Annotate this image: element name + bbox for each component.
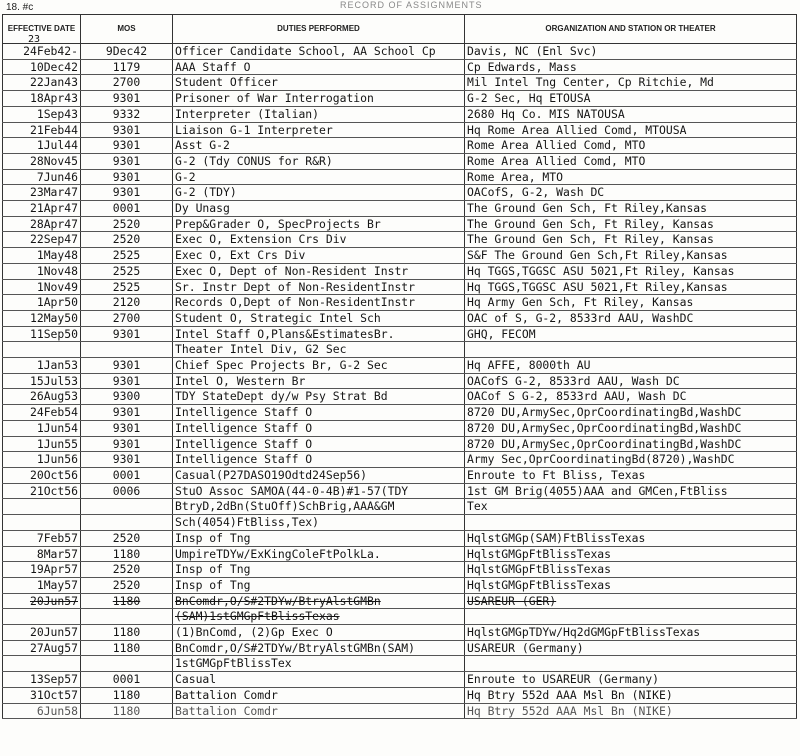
cell-effective-date: 15Jul53 [3, 373, 81, 389]
table-row [3, 248, 797, 264]
cell-duties: Insp of Tng [173, 577, 465, 593]
cell-organization: The Ground Gen Sch, Ft Riley, Kansas [465, 216, 797, 232]
cell-duties: Insp of Tng [173, 562, 465, 578]
cell-effective-date: 22Jan43 [3, 75, 81, 91]
header-organization: ORGANIZATION AND STATION OR THEATER [465, 15, 797, 44]
cell-duties: Intelligence Staff O [173, 405, 465, 421]
cell-effective-date: 31Oct57 [3, 687, 81, 703]
cell-organization: Rome Area Allied Comd, MTO [465, 138, 797, 154]
cell-mos: 9301 [81, 326, 173, 342]
cell-duties: Records O,Dept of Non-ResidentInstr [173, 295, 465, 311]
cell-mos: 9300 [81, 389, 173, 405]
cell-effective-date: 1Jan53 [3, 358, 81, 374]
cell-duties: G-2 (TDY) [173, 185, 465, 201]
table-row [3, 169, 797, 185]
table-row [3, 263, 797, 279]
table-row [3, 373, 797, 389]
cell-organization: 1st GM Brig(4055)AAA and GMCen,FtBliss [465, 483, 797, 499]
table-row [3, 499, 797, 515]
table-row [3, 138, 797, 154]
cell-duties: 1stGMGpFtBlissTex [173, 656, 465, 672]
table-row [3, 593, 797, 609]
cell-effective-date: 28Apr47 [3, 216, 81, 232]
table-row [3, 467, 797, 483]
cell-duties: Casual [173, 672, 465, 688]
cell-mos: 9301 [81, 91, 173, 107]
table-row [3, 656, 797, 672]
cell-mos [81, 656, 173, 672]
cell-mos: 9301 [81, 122, 173, 138]
cell-effective-date: 1Nov48 [3, 263, 81, 279]
cell-duties: Intel Staff O,Plans&EstimatesBr. [173, 326, 465, 342]
cell-duties: Prisoner of War Interrogation [173, 91, 465, 107]
cell-mos: 1179 [81, 59, 173, 75]
table-row [3, 185, 797, 201]
cell-organization: Mil Intel Tng Center, Cp Ritchie, Md [465, 75, 797, 91]
cell-mos: 1180 [81, 640, 173, 656]
cell-effective-date: 23Mar47 [3, 185, 81, 201]
cell-effective-date [3, 609, 81, 625]
assignment-record-table [2, 14, 797, 719]
cell-duties: Battalion Comdr [173, 703, 465, 719]
cell-organization: Hq Btry 552d AAA Msl Bn (NIKE) [465, 687, 797, 703]
cell-mos: 9301 [81, 452, 173, 468]
cell-duties: Battalion Comdr [173, 687, 465, 703]
table-row [3, 153, 797, 169]
table-body [3, 44, 797, 719]
cell-effective-date: 6Jun58 [3, 703, 81, 719]
cell-mos: 1180 [81, 593, 173, 609]
table-row [3, 279, 797, 295]
cell-organization: HqlstGMGp(SAM)FtBlissTexas [465, 530, 797, 546]
cell-effective-date: 26Aug53 [3, 389, 81, 405]
table-row [3, 326, 797, 342]
cell-organization: Army Sec,OprCoordinatingBd(8720),WashDC [465, 452, 797, 468]
table-row [3, 106, 797, 122]
cell-duties: Casual(P27DASO19Odtd24Sep56) [173, 467, 465, 483]
cell-effective-date: 1May57 [3, 577, 81, 593]
table-row [3, 342, 797, 358]
cell-duties: BnComdr,O/S#2TDYw/BtryAlstGMBn [173, 593, 465, 609]
cell-organization: Hq AFFE, 8000th AU [465, 358, 797, 374]
cell-duties: Interpreter (Italian) [173, 106, 465, 122]
cell-duties: UmpireTDYw/ExKingColeFtPolkLa. [173, 546, 465, 562]
cell-organization: OACofS G-2, 8533rd AAU, Wash DC [465, 373, 797, 389]
cell-organization: Rome Area, MTO [465, 169, 797, 185]
cell-duties: (1)BnComd, (2)Gp Exec O [173, 625, 465, 641]
cell-duties: Dy Unasg [173, 201, 465, 217]
cell-duties: Sr. Instr Dept of Non-ResidentInstr [173, 279, 465, 295]
cell-organization: Enroute to USAREUR (Germany) [465, 672, 797, 688]
cell-effective-date: 24Feb54 [3, 405, 81, 421]
table-row [3, 405, 797, 421]
cell-mos: 2520 [81, 232, 173, 248]
cell-organization: Tex [465, 499, 797, 515]
table-row [3, 75, 797, 91]
cell-effective-date: 1Jun54 [3, 420, 81, 436]
cell-effective-date: 11Sep50 [3, 326, 81, 342]
cell-mos: 2700 [81, 310, 173, 326]
cell-mos: 0006 [81, 483, 173, 499]
cell-effective-date: 8Mar57 [3, 546, 81, 562]
cell-duties: StuO Assoc SAMOA(44-0-4B)#1-57(TDY [173, 483, 465, 499]
table-row [3, 483, 797, 499]
cell-duties: G-2 [173, 169, 465, 185]
cell-mos: 1180 [81, 703, 173, 719]
cell-effective-date: 1Jun56 [3, 452, 81, 468]
cell-duties: Exec O, Extension Crs Div [173, 232, 465, 248]
cell-organization: GHQ, FECOM [465, 326, 797, 342]
cell-organization: 8720 DU,ArmySec,OprCoordinatingBd,WashDC [465, 436, 797, 452]
cell-duties: Chief Spec Projects Br, G-2 Sec [173, 358, 465, 374]
cell-effective-date: 19Apr57 [3, 562, 81, 578]
cell-organization: Cp Edwards, Mass [465, 59, 797, 75]
form-title: RECORD OF ASSIGNMENTS [340, 0, 483, 10]
cell-effective-date [3, 342, 81, 358]
cell-organization: OAC of S, G-2, 8533rd AAU, WashDC [465, 310, 797, 326]
cell-duties: Student Officer [173, 75, 465, 91]
table-row [3, 577, 797, 593]
cell-organization: OACofS, G-2, Wash DC [465, 185, 797, 201]
table-row [3, 232, 797, 248]
cell-effective-date: 1May48 [3, 248, 81, 264]
cell-duties: Student O, Strategic Intel Sch [173, 310, 465, 326]
cell-mos: 2520 [81, 216, 173, 232]
cell-organization [465, 342, 797, 358]
cell-organization: Hq Btry 552d AAA Msl Bn (NIKE) [465, 703, 797, 719]
cell-mos: 9301 [81, 169, 173, 185]
cell-organization: HqlstGMGpFtBlissTexas [465, 577, 797, 593]
cell-effective-date: 21Feb44 [3, 122, 81, 138]
cell-organization: S&F The Ground Gen Sch,Ft Riley,Kansas [465, 248, 797, 264]
table-row [3, 436, 797, 452]
cell-organization: G-2 Sec, Hq ETOUSA [465, 91, 797, 107]
cell-mos: 0001 [81, 201, 173, 217]
cell-mos: 9301 [81, 405, 173, 421]
table-row [3, 609, 797, 625]
cell-effective-date: 7Jun46 [3, 169, 81, 185]
cell-effective-date: 28Nov45 [3, 153, 81, 169]
cell-organization: HqlstGMGpFtBlissTexas [465, 562, 797, 578]
cell-effective-date: 7Feb57 [3, 530, 81, 546]
cell-duties: AAA Staff O [173, 59, 465, 75]
table-row [3, 530, 797, 546]
cell-organization: Hq TGGS,TGGSC ASU 5021,Ft Riley,Kansas [465, 279, 797, 295]
cell-duties: Asst G-2 [173, 138, 465, 154]
cell-mos: 2525 [81, 279, 173, 295]
cell-duties: (SAM)1stGMGpFtBlissTexas [173, 609, 465, 625]
cell-organization: Davis, NC (Enl Svc) [465, 44, 797, 60]
cell-mos: 1180 [81, 546, 173, 562]
cell-effective-date: 1Nov49 [3, 279, 81, 295]
cell-duties: Intelligence Staff O [173, 452, 465, 468]
cell-organization: The Ground Gen Sch, Ft Riley,Kansas [465, 201, 797, 217]
cell-mos: 9301 [81, 436, 173, 452]
cell-duties: Intel O, Western Br [173, 373, 465, 389]
cell-duties: Exec O, Dept of Non-Resident Instr [173, 263, 465, 279]
table-row [3, 122, 797, 138]
cell-duties: Theater Intel Div, G2 Sec [173, 342, 465, 358]
table-row [3, 687, 797, 703]
cell-mos: 2120 [81, 295, 173, 311]
cell-mos: 9332 [81, 106, 173, 122]
table-row [3, 703, 797, 719]
cell-effective-date: 1Apr50 [3, 295, 81, 311]
cell-mos: 9301 [81, 358, 173, 374]
cell-duties: Sch(4054)FtBliss,Tex) [173, 515, 465, 531]
cell-mos: 1180 [81, 625, 173, 641]
header-duties: DUTIES PERFORMED [173, 15, 465, 44]
cell-organization: Enroute to Ft Bliss, Texas [465, 467, 797, 483]
table-header-row [3, 15, 797, 44]
cell-duties: BnComdr,O/S#2TDYw/BtryAlstGMBn(SAM) [173, 640, 465, 656]
cell-organization: HqlstGMGpTDYw/Hq2dGMGpFtBlissTexas [465, 625, 797, 641]
cell-effective-date: 1Sep43 [3, 106, 81, 122]
cell-mos [81, 342, 173, 358]
cell-organization [465, 515, 797, 531]
cell-effective-date: 22Sep47 [3, 232, 81, 248]
cell-mos: 9301 [81, 185, 173, 201]
cell-effective-date: 27Aug57 [3, 640, 81, 656]
table-row [3, 515, 797, 531]
cell-duties: Intelligence Staff O [173, 436, 465, 452]
cell-duties: TDY StateDept dy/w Psy Strat Bd [173, 389, 465, 405]
cell-mos: 9301 [81, 153, 173, 169]
table-row [3, 625, 797, 641]
cell-effective-date: 21Oct56 [3, 483, 81, 499]
cell-mos: 2525 [81, 263, 173, 279]
cell-mos: 9301 [81, 420, 173, 436]
cell-organization: USAREUR (Germany) [465, 640, 797, 656]
cell-duties: Liaison G-1 Interpreter [173, 122, 465, 138]
table-row [3, 640, 797, 656]
cell-mos: 2520 [81, 562, 173, 578]
cell-mos: 0001 [81, 672, 173, 688]
cell-organization: HqlstGMGpFtBlissTexas [465, 546, 797, 562]
cell-organization: USAREUR (GER) [465, 593, 797, 609]
cell-effective-date: 21Apr47 [3, 201, 81, 217]
cell-effective-date: 1Jun55 [3, 436, 81, 452]
cell-mos: 2700 [81, 75, 173, 91]
cell-effective-date: 10Dec42 [3, 59, 81, 75]
table-row [3, 216, 797, 232]
cell-mos [81, 609, 173, 625]
cell-effective-date [3, 515, 81, 531]
cell-organization: Hq Army Gen Sch, Ft Riley, Kansas [465, 295, 797, 311]
cell-duties: Officer Candidate School, AA School Cp [173, 44, 465, 60]
cell-mos: 9301 [81, 373, 173, 389]
form-item-number: 18. #c [6, 2, 34, 13]
header-mos: MOS [81, 15, 173, 44]
cell-mos: 2525 [81, 248, 173, 264]
table-row [3, 358, 797, 374]
table-row [3, 452, 797, 468]
cell-mos: 9301 [81, 138, 173, 154]
header-effective-date: EFFECTIVE DATE [3, 15, 81, 44]
cell-organization: OACof S G-2, 8533rd AAU, Wash DC [465, 389, 797, 405]
cell-organization: Hq Rome Area Allied Comd, MTOUSA [465, 122, 797, 138]
cell-mos [81, 515, 173, 531]
table-row [3, 59, 797, 75]
cell-organization [465, 609, 797, 625]
table-row [3, 546, 797, 562]
cell-duties: Exec O, Ext Crs Div [173, 248, 465, 264]
cell-mos: 2520 [81, 530, 173, 546]
table-row [3, 91, 797, 107]
cell-mos: 2520 [81, 577, 173, 593]
table-row [3, 295, 797, 311]
cell-mos: 9Dec42 [81, 44, 173, 60]
cell-organization: 8720 DU,ArmySec,OprCoordinatingBd,WashDC [465, 405, 797, 421]
cell-organization: Hq TGGS,TGGSC ASU 5021,Ft Riley, Kansas [465, 263, 797, 279]
handwritten-date-note: 23 [28, 34, 41, 45]
table-row [3, 420, 797, 436]
cell-effective-date: 13Sep57 [3, 672, 81, 688]
cell-organization: 8720 DU,ArmySec,OprCoordinatingBd,WashDC [465, 420, 797, 436]
cell-organization: Rome Area Allied Comd, MTO [465, 153, 797, 169]
cell-organization: 2680 Hq Co. MIS NATOUSA [465, 106, 797, 122]
cell-effective-date: 20Jun57 [3, 625, 81, 641]
table-row [3, 310, 797, 326]
cell-effective-date: 1Jul44 [3, 138, 81, 154]
cell-effective-date [3, 656, 81, 672]
cell-duties: Intelligence Staff O [173, 420, 465, 436]
cell-effective-date: 20Jun57 [3, 593, 81, 609]
table-row [3, 672, 797, 688]
cell-organization [465, 656, 797, 672]
cell-mos [81, 499, 173, 515]
cell-mos: 0001 [81, 467, 173, 483]
cell-effective-date: 18Apr43 [3, 91, 81, 107]
cell-organization: The Ground Gen Sch, Ft Riley, Kansas [465, 232, 797, 248]
cell-effective-date: 20Oct56 [3, 467, 81, 483]
cell-duties: Prep&Grader O, SpecProjects Br [173, 216, 465, 232]
cell-effective-date: 12May50 [3, 310, 81, 326]
cell-mos: 1180 [81, 687, 173, 703]
cell-duties: Insp of Tng [173, 530, 465, 546]
cell-effective-date [3, 499, 81, 515]
table-row [3, 389, 797, 405]
cell-duties: BtryD,2dBn(StuOff)SchBrig,AAA&GM [173, 499, 465, 515]
cell-duties: G-2 (Tdy CONUS for R&R) [173, 153, 465, 169]
table-row [3, 562, 797, 578]
table-row [3, 201, 797, 217]
table-row [3, 44, 797, 60]
cell-effective-date: 24Feb42- [3, 44, 81, 60]
